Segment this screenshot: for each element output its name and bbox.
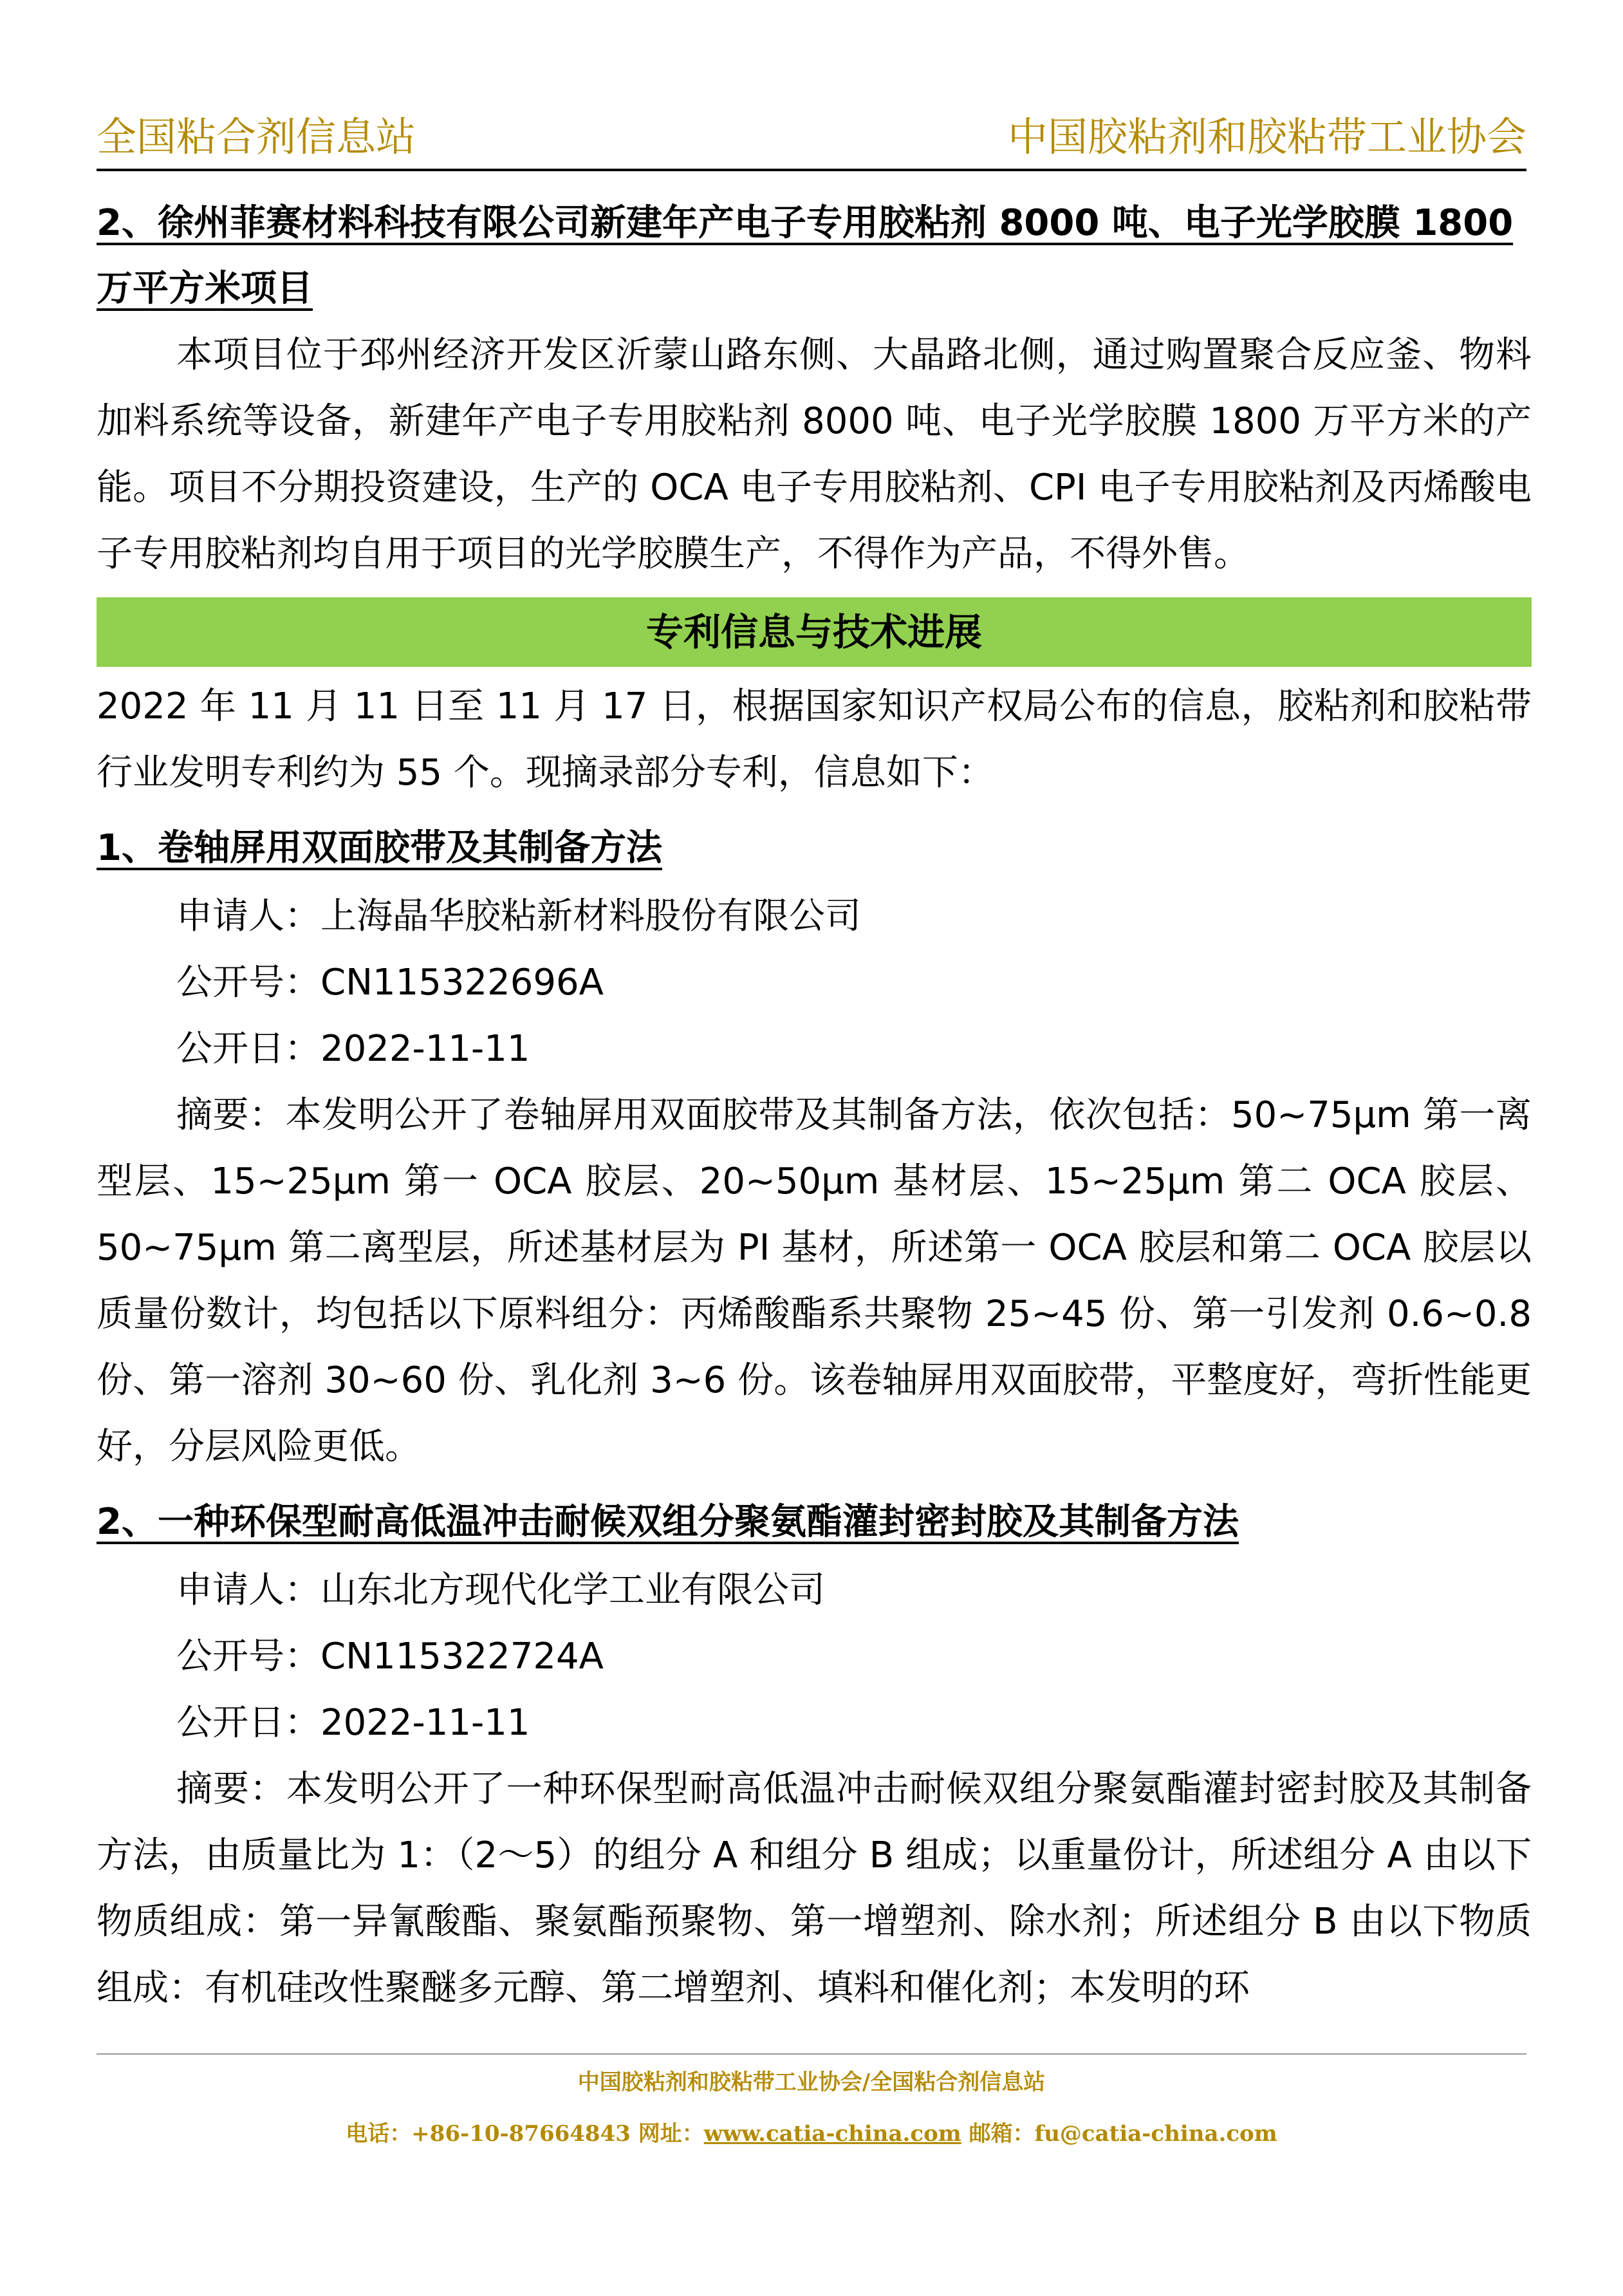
section-banner: 专利信息与技术进展 (97, 597, 1532, 667)
footer-email: 邮箱：fu@catia-china.com (961, 2121, 1277, 2147)
footer-website-link[interactable]: www.catia-china.com (703, 2121, 961, 2147)
project-title (97, 191, 1532, 322)
patent-title-text: 2、一种环保型耐高低温冲击耐候双组分聚氨酯灌封密封胶及其制备方法 (97, 1501, 1239, 1543)
patent-publication-date: 公开日：2022-11-11 (176, 1702, 530, 1744)
patent-abstract: 摘要：本发明公开了卷轴屏用双面胶带及其制备方法，依次包括：50~75μm 第一离型层、15~25μm 第一 OCA 胶层、20~50μm 基材层、15~25μm 第二 OCA 胶层、50~75μm 第二离型层，所述基材层为 PI 基材，所述第一 OCA 胶层和第二 OCA 胶层以质量份数计，均包括以下原料组分：丙烯酸酯系共聚物 25~45 份、第一引发剂 0.6~0.8 份、第一溶剂 30~60 份、乳化剂 3~6 份。该卷轴屏用双面胶带，平整度好，弯折性能更好，分层风险更低。 (97, 1094, 1532, 1468)
section-intro: 2022 年 11 月 11 日至 11 月 17 日，根据国家知识产权局公布的信息，胶粘剂和胶粘带行业发明专利约为 55 个。现摘录部分专利，信息如下： (97, 686, 1532, 794)
patent-title (97, 1488, 1532, 1557)
patent-publication-number: 公开号：CN115322724A (176, 1636, 604, 1677)
main-content (97, 191, 1532, 2021)
patent-abstract: 摘要：本发明公开了一种环保型耐高低温冲击耐候双组分聚氨酯灌封密封胶及其制备方法，由质量比为 1：（2～5）的组分 A 和组分 B 组成；以重量份计，所述组分 A 由以下物质组成：第一异氰酸酯、聚氨酯预聚物、第一增塑剂、除水剂；所述组分 B 由以下物质组成：有机硅改性聚醚多元醇、第二增塑剂、填料和催化剂；本发明的环 (97, 1768, 1532, 2009)
patent-applicant: 申请人：山东北方现代化学工业有限公司 (176, 1569, 825, 1611)
footer-phone: 电话：+86-10-87664843 网址： (346, 2121, 704, 2147)
footer-divider (97, 2053, 1526, 2055)
patent-item (97, 814, 1532, 1480)
patent-publication-date: 公开日：2022-11-11 (176, 1028, 530, 1070)
project-title-text: 2、徐州菲赛材料科技有限公司新建年产电子专用胶粘剂 8000 吨、电子光学胶膜 1800 万平方米项目 (97, 202, 1514, 310)
patent-title-text: 1、卷轴屏用双面胶带及其制备方法 (97, 827, 662, 869)
footer-contact (0, 2118, 1623, 2150)
project-body: 本项目位于邳州经济开发区沂蒙山路东侧、大晶路北侧，通过购置聚合反应釜、物料加料系统等设备，新建年产电子专用胶粘剂 8000 吨、电子光学胶膜 1800 万平方米的产能。项目不分期投资建设，生产的 OCA 电子专用胶粘剂、CPI 电子专用胶粘剂及丙烯酸电子专用胶粘剂均自用于项目的光学胶膜生产，不得作为产品，不得外售。 (97, 334, 1532, 575)
patent-publication-number: 公开号：CN115322696A (176, 962, 604, 1003)
patent-item (97, 1488, 1532, 2021)
header-right-title: 中国胶粘剂和胶粘带工业协会 (1007, 113, 1526, 160)
header-left-title: 全国粘合剂信息站 (97, 113, 416, 160)
header-divider (97, 169, 1526, 171)
footer-organization: 中国胶粘剂和胶粘带工业协会/全国粘合剂信息站 (577, 2069, 1046, 2095)
patent-title (97, 814, 1532, 883)
patent-applicant: 申请人：上海晶华胶粘新材料股份有限公司 (176, 895, 861, 937)
